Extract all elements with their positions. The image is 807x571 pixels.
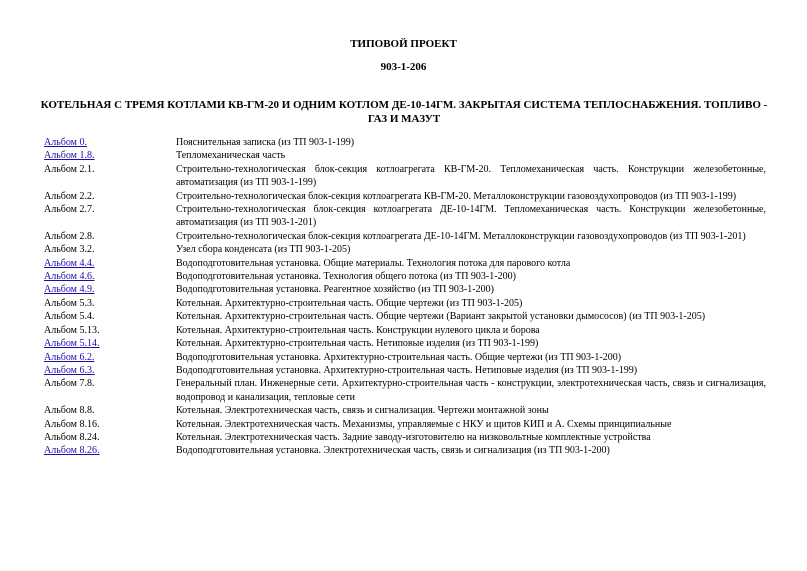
album-description: Генеральный план. Инженерные сети. Архитектурно-строительная часть - конструкции, электротехническая часть, связь и сигнализация, водопровод и канализация, тепловые сети [176, 378, 766, 403]
album-description: Пояснительная записка (из ТП 903-1-199) [176, 137, 355, 148]
album-name-cell [44, 297, 176, 310]
album-description: Тепломеханическая часть [176, 150, 286, 162]
album-row [44, 310, 766, 323]
album-name-cell [44, 283, 176, 296]
album-name: Альбом 7.8. [44, 378, 95, 390]
album-row [44, 149, 766, 162]
album-description: Водоподготовительная установка. Электротехническая часть, связь и сигнализация (из ТП 903-1-200) [176, 445, 610, 457]
album-row [44, 297, 766, 310]
album-name: Альбом 5.4. [44, 311, 95, 323]
album-row [44, 230, 766, 243]
album-name: Альбом 5.3. [44, 297, 95, 309]
album-row [44, 190, 766, 203]
album-link[interactable]: Альбом 8.26. [44, 445, 100, 457]
album-name: Альбом 8.8. [44, 405, 95, 417]
album-row [44, 136, 766, 149]
album-row [44, 257, 766, 270]
album-name-cell [44, 444, 176, 457]
album-name-cell [44, 163, 176, 190]
album-description: Узел сбора конденсата (из ТП 903-1-205) [176, 244, 351, 256]
album-description: Водоподготовительная установка. Общие материалы. Технология потока для парового котла [176, 257, 571, 269]
album-name-cell [44, 351, 176, 364]
album-name-cell [44, 337, 176, 350]
album-description: Строительно-технологическая блок-секция котлоагрегата КВ-ГМ-20. Тепломеханическая часть. Конструкции железобетонные, автоматизация (из ТП 903-1-199) [176, 163, 766, 189]
album-name-cell [44, 404, 176, 417]
album-row [44, 337, 766, 350]
album-description: Котельная. Архитектурно-строительная часть. Общие чертежи (Вариант закрытой установки дымососов) (из ТП 903-1-205) [176, 311, 706, 323]
project-type-heading: ТИПОВОЙ ПРОЕКТ [350, 38, 457, 50]
album-name: Альбом 8.16. [44, 418, 100, 430]
album-name-cell [44, 149, 176, 162]
album-link[interactable]: Альбом 4.6. [44, 271, 95, 283]
album-name-cell [44, 230, 176, 243]
album-link[interactable]: Альбом 1.8. [44, 150, 95, 162]
album-row [44, 243, 766, 256]
album-row [44, 364, 766, 377]
album-name-cell [44, 136, 176, 149]
albums-table [44, 136, 766, 458]
album-row [44, 270, 766, 283]
album-description: Водоподготовительная установка. Архитектурно-строительная часть. Общие чертежи (из ТП 903-1-200) [176, 351, 622, 363]
album-description: Строительно-технологическая блок-секция котлоагрегата ДЕ-10-14ГМ. Металлоконструкции газовоздухопроводов (из ТП 903-1-201) [176, 230, 746, 242]
album-description: Котельная. Архитектурно-строительная часть. Нетиповые изделия (из ТП 903-1-199) [176, 338, 539, 350]
album-name-cell [44, 190, 176, 203]
album-name: Альбом 2.8. [44, 230, 95, 242]
album-description: Водоподготовительная установка. Технология общего потока (из ТП 903-1-200) [176, 271, 516, 283]
album-row [44, 283, 766, 296]
project-number-heading: 903-1-206 [380, 61, 427, 73]
album-name-cell [44, 377, 176, 404]
album-name: Альбом 3.2. [44, 244, 95, 256]
album-description: Строительно-технологическая блок-секция котлоагрегата КВ-ГМ-20. Металлоконструкции газовоздухопроводов (из ТП 903-1-199) [176, 190, 737, 202]
album-name: Альбом 5.13. [44, 324, 100, 336]
album-description: Водоподготовительная установка. Архитектурно-строительная часть. Нетиповые изделия (из ТП 903-1-199) [176, 364, 638, 376]
album-name-cell [44, 203, 176, 230]
album-row [44, 163, 766, 190]
project-title: КОТЕЛЬНАЯ С ТРЕМЯ КОТЛАМИ КВ-ГМ-20 И ОДНИМ КОТЛОМ ДЕ-10-14ГМ. ЗАКРЫТАЯ СИСТЕМА ТЕПЛОСНАБЖЕНИЯ. ТОПЛИВО - ГАЗ И МАЗУТ [40, 99, 768, 125]
album-description: Строительно-технологическая блок-секция котлоагрегата ДЕ-10-14ГМ. Тепломеханическая часть. Конструкции железобетонные, автоматизация (из ТП 903-1-201) [176, 204, 766, 229]
album-row [44, 431, 766, 444]
album-name-cell [44, 270, 176, 283]
album-name-cell [44, 257, 176, 270]
album-name: Альбом 2.2. [44, 190, 95, 202]
album-name: Альбом 8.24. [44, 431, 100, 443]
album-row [44, 324, 766, 337]
album-description: Котельная. Электротехническая часть. Задние заводу-изготовителю на низковольтные комплектные устройства [176, 431, 651, 443]
album-name-cell [44, 324, 176, 337]
album-row [44, 203, 766, 230]
album-link[interactable]: Альбом 0. [44, 137, 87, 148]
album-name: Альбом 2.7. [44, 204, 95, 216]
album-row [44, 404, 766, 417]
album-name-cell [44, 364, 176, 377]
album-description: Котельная. Электротехническая часть. Механизмы, управляемые с НКУ и щитов КИП и А. Схемы принципиальные [176, 418, 672, 430]
album-link[interactable]: Альбом 4.9. [44, 284, 95, 296]
album-name-cell [44, 418, 176, 431]
album-row [44, 351, 766, 364]
album-description: Котельная. Архитектурно-строительная часть. Общие чертежи (из ТП 903-1-205) [176, 297, 523, 309]
album-link[interactable]: Альбом 4.4. [44, 257, 95, 269]
album-name-cell [44, 310, 176, 323]
album-name-cell [44, 243, 176, 256]
album-row [44, 444, 766, 457]
album-link[interactable]: Альбом 6.3. [44, 364, 95, 376]
album-link[interactable]: Альбом 6.2. [44, 351, 95, 363]
album-description: Котельная. Электротехническая часть, связь и сигнализация. Чертежи монтажной зоны [176, 405, 549, 417]
album-name-cell [44, 431, 176, 444]
album-name: Альбом 2.1. [44, 163, 95, 175]
album-description: Котельная. Архитектурно-строительная часть. Конструкции нулевого цикла и борова [176, 324, 540, 336]
album-description: Водоподготовительная установка. Реагентное хозяйство (из ТП 903-1-200) [176, 284, 494, 296]
album-row [44, 418, 766, 431]
album-link[interactable]: Альбом 5.14. [44, 338, 100, 350]
album-row [44, 377, 766, 404]
